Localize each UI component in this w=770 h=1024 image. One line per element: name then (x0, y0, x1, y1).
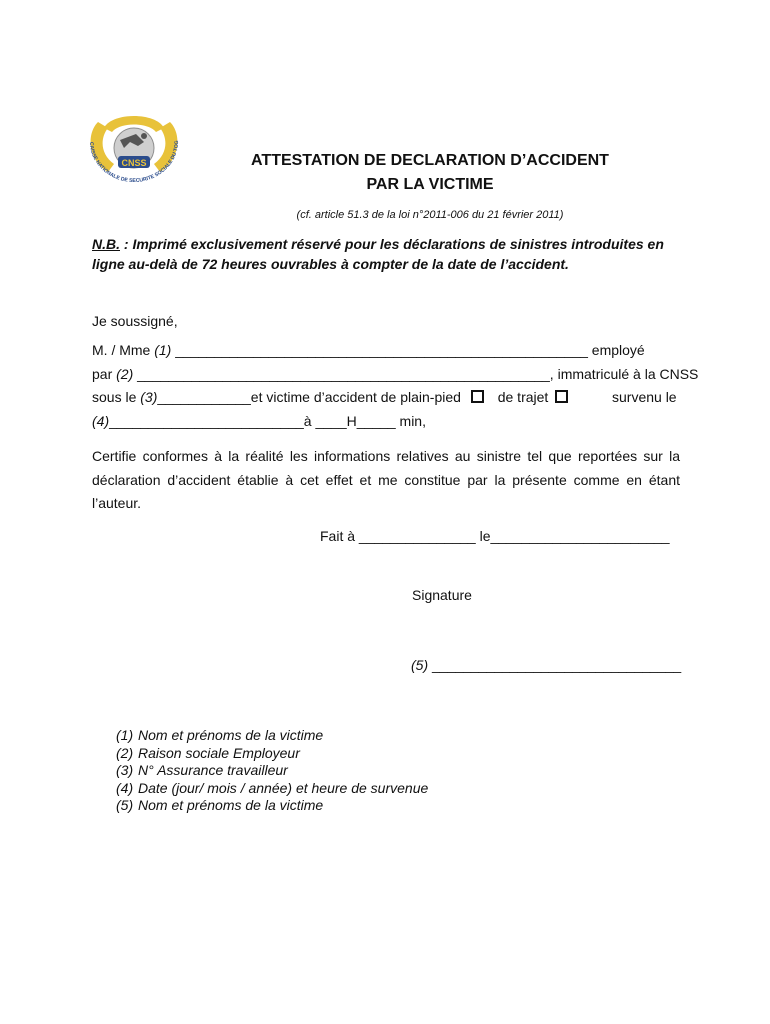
signature-label: Signature (412, 587, 472, 603)
certify-line-2: déclaration d’accident établie à cet effet et me constitue par la présente comme en étant (92, 471, 680, 488)
certify-line-1: Certifie conformes à la réalité les informations relatives au sinistre tel que reportées sur la (92, 448, 680, 464)
form-line-employer-prefix: par (92, 366, 117, 382)
logo-ring-text: CAISSE NATIONALE DE SECURITE SOCIALE DU TOG (87, 140, 181, 185)
footnote-item (116, 727, 428, 745)
nb-line-1 (92, 234, 692, 254)
footnote-number: (3) (116, 762, 134, 778)
footnote-item (116, 797, 428, 815)
law-reference: (cf. article 51.3 de la loi n°2011-006 du 21 février 2011) (296, 209, 564, 221)
footnote-item (116, 762, 428, 780)
ref-4: (4) (92, 413, 110, 429)
footnote-text: Nom et prénoms de la victime (138, 797, 324, 813)
name-field[interactable]: _____________________________________________________ employé (171, 342, 645, 358)
cnss-logo-graphic (78, 112, 190, 198)
footnote-number: (2) (116, 744, 134, 761)
footnote-item (116, 745, 428, 763)
nb-label: N.B. (92, 236, 120, 252)
title-line-2: PAR LA VICTIME (366, 176, 494, 193)
footnote-number: (5) (116, 797, 134, 813)
signature-name-field[interactable]: ________________________________ (428, 657, 682, 673)
logo-text: CNSS (121, 158, 147, 168)
footnote-text: Date (jour/ mois / année) et heure de survenue (138, 779, 429, 796)
form-line-name (92, 342, 680, 358)
trajet-checkbox[interactable] (555, 390, 568, 403)
footnotes (116, 727, 428, 815)
certify-line-3: l’auteur. (92, 495, 142, 511)
footnote-text: Raison sociale Employeur (138, 744, 300, 761)
trajet-label: de trajet (497, 389, 549, 405)
footnote-number: (4) (116, 779, 134, 796)
certify-paragraph (92, 445, 680, 516)
cnss-logo (78, 112, 190, 198)
ref-5: (5) (411, 657, 429, 673)
nb-line-2: ligne au-delà de 72 heures ouvrables à compter de la date de l’accident. (92, 256, 569, 272)
ref-2: (2) (116, 366, 134, 382)
page-title (180, 149, 680, 197)
footnote-number: (1) (116, 727, 134, 743)
form-line-date (92, 413, 426, 429)
survenu-label: survenu le (612, 389, 677, 405)
nb-text-1: : Imprimé exclusivement réservé pour les déclarations de sinistres introduites en (120, 236, 664, 252)
ref-3: (3) (140, 389, 158, 405)
footnote-text: Nom et prénoms de la victime (138, 727, 324, 743)
form-line-accident-prefix: sous le (92, 389, 141, 405)
insurance-number-field[interactable]: ____________et victime d’accident de plain-pied (157, 389, 461, 405)
ref-1: (1) (154, 342, 172, 358)
footnote-text: N° Assurance travailleur (138, 762, 288, 778)
signature-name-line (411, 657, 681, 673)
fait-line[interactable]: Fait à _______________ le_______________________ (320, 528, 670, 544)
greeting: Je soussigné, (92, 313, 178, 329)
form-line-accident (92, 389, 692, 405)
nb-notice (92, 234, 692, 274)
form-line-employer (92, 366, 699, 382)
footnote-item (116, 780, 428, 798)
date-time-field[interactable]: _________________________à ____H_____ min, (109, 413, 426, 429)
form-line-name-prefix: M. / Mme (92, 342, 155, 358)
title-line-1: ATTESTATION DE DECLARATION D’ACCIDENT (251, 152, 609, 169)
employer-field[interactable]: _____________________________________________________, immatriculé à la CNSS (133, 366, 699, 382)
plain-pied-checkbox[interactable] (471, 390, 484, 403)
